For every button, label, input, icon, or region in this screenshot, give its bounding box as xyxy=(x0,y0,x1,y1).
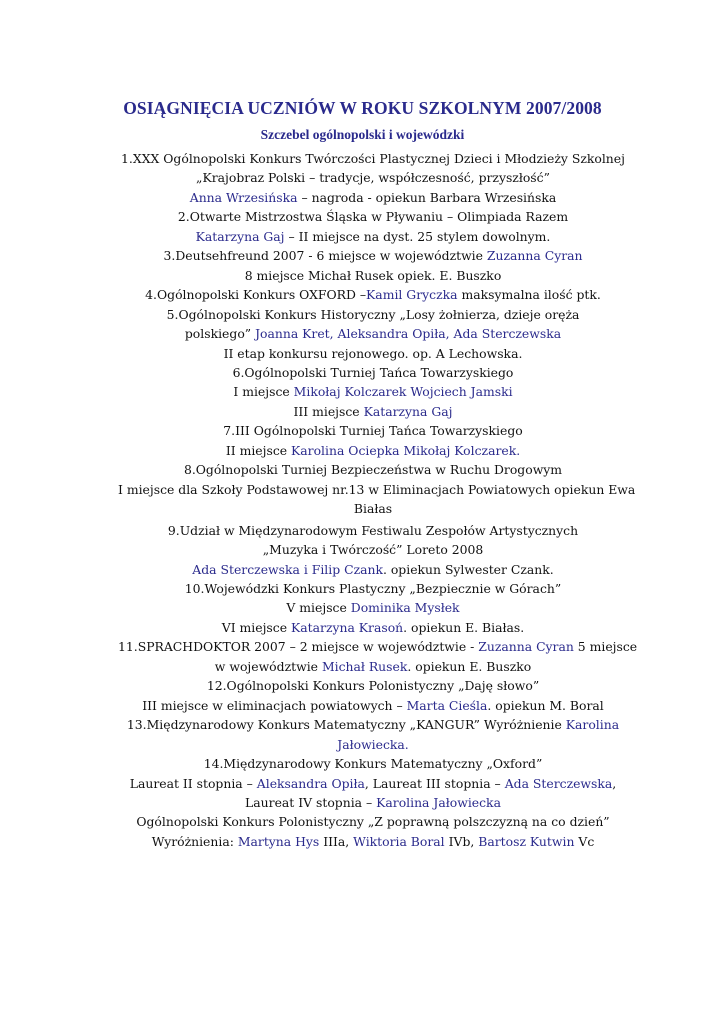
line-text: V miejsce xyxy=(286,600,351,616)
student-name: Zuzanna Cyran xyxy=(486,248,583,264)
text-line xyxy=(118,266,628,285)
line-text: 5.Ogólnopolski Konkurs Historyczny „Losy żołnierza, dzieje oręża xyxy=(166,306,580,322)
student-name: Katarzyna Krasoń xyxy=(291,619,404,635)
line-text: „Krajobraz Polski – tradycje, współczesność, przyszłość” xyxy=(196,170,550,186)
student-name: Michał Rusek xyxy=(321,658,408,674)
student-name: Marta Cieśla xyxy=(406,697,488,713)
line-text: . opiekun E. Buszko xyxy=(407,658,532,674)
line-text: – II miejsce na dyst. 25 stylem dowolnym. xyxy=(284,228,551,244)
student-name: Mikołaj Kolczarek Wojciech Jamski xyxy=(293,384,513,400)
line-text: – nagroda - opiekun Barbara Wrzesińska xyxy=(297,189,557,205)
text-line xyxy=(118,774,628,793)
text-line xyxy=(118,421,628,440)
line-text: Wyróżnienia: xyxy=(151,833,238,849)
line-text: Vc xyxy=(574,833,595,849)
student-name: Martyna Hys xyxy=(237,833,320,849)
line-text: w województwie xyxy=(214,658,322,674)
line-text: . opiekun M. Boral xyxy=(487,697,604,713)
text-line xyxy=(118,715,628,734)
achievements-list xyxy=(118,149,638,851)
text-line xyxy=(118,246,628,265)
student-name: Karolina xyxy=(565,717,620,733)
line-text: 8.Ogólnopolski Turniej Bezpieczeństwa w Ruchu Drogowym xyxy=(183,462,563,478)
line-text: , xyxy=(612,775,617,791)
line-text: 5 miejsce xyxy=(573,639,638,655)
student-name: Karolina Ociepka Mikołaj Kolczarek. xyxy=(291,442,521,458)
text-line xyxy=(118,618,628,637)
line-text: 6.Ogólnopolski Turniej Tańca Towarzyskiego xyxy=(232,364,514,380)
line-text: 8 miejsce Michał Rusek opiek. E. Buszko xyxy=(244,267,502,283)
student-name: Karolina Jałowiecka xyxy=(376,794,501,810)
line-text: . opiekun E. Białas. xyxy=(403,619,525,635)
student-name: Katarzyna Gaj xyxy=(195,228,285,244)
line-text: I miejsce dla Szkoły Podstawowej nr.13 w Eliminacjach Powiatowych opiekun Ewa xyxy=(118,481,636,497)
text-line xyxy=(118,188,628,207)
text-line xyxy=(118,832,628,851)
line-text: 1.XXX Ogólnopolski Konkurs Twórczości Plastycznej Dzieci i Młodzieży Szkolnej xyxy=(121,151,625,166)
text-line xyxy=(118,344,628,363)
line-text: 2.Otwarte Mistrzostwa Śląska w Pływaniu – Olimpiada Razem xyxy=(177,209,569,225)
line-text: 13.Międzynarodowy Konkurs Matematyczny „KANGUR” Wyróżnienie xyxy=(126,717,566,733)
text-line xyxy=(118,696,628,715)
document-title: OSIĄGNIĘCIA UCZNIÓW W ROKU SZKOLNYM 2007/2008 xyxy=(123,98,602,118)
student-name: Aleksandra Opiła xyxy=(256,775,365,791)
text-line xyxy=(118,676,628,695)
student-name: Zuzanna Cyran xyxy=(478,639,574,655)
line-text: 12.Ogólnopolski Konkurs Polonistyczny „Daję słowo” xyxy=(206,678,540,694)
line-text: IIIa, xyxy=(319,833,354,849)
student-name: Dominika Mysłek xyxy=(350,600,460,616)
text-line xyxy=(118,579,628,598)
line-text: III miejsce w eliminacjach powiatowych – xyxy=(142,697,407,713)
line-text: III miejsce xyxy=(293,403,364,419)
student-name: Bartosz Kutwin xyxy=(478,833,575,849)
text-line xyxy=(118,637,638,656)
text-line xyxy=(118,149,628,168)
text-line xyxy=(118,735,628,754)
document-subtitle: Szczebel ogólnopolski i wojewódzki xyxy=(260,127,465,142)
line-text: Laureat II stopnia – xyxy=(129,775,257,791)
text-line xyxy=(118,812,628,831)
text-line xyxy=(118,540,628,559)
text-line xyxy=(118,499,628,518)
text-line xyxy=(118,207,628,226)
text-line xyxy=(118,285,628,304)
text-line xyxy=(118,227,628,246)
student-name: Ada Sterczewska xyxy=(504,775,613,791)
line-text: „Muzyka i Twórczość” Loreto 2008 xyxy=(262,542,484,558)
text-line xyxy=(118,460,628,479)
line-text: 4.Ogólnopolski Konkurs OXFORD – xyxy=(145,287,367,303)
student-name: Katarzyna Gaj xyxy=(363,403,453,419)
student-name: Joanna Kret, Aleksandra Opiła, Ada Sterczewska xyxy=(255,326,562,342)
line-text: 3.Deutsehfreund 2007 - 6 miejsce w województwie xyxy=(163,248,487,264)
line-text: polskiego” xyxy=(184,326,256,342)
line-text: 11.SPRACHDOKTOR 2007 – 2 miejsce w województwie - xyxy=(118,639,479,655)
text-line xyxy=(118,168,628,187)
text-line xyxy=(118,598,628,617)
line-text: maksymalna ilość ptk. xyxy=(457,287,601,303)
text-line xyxy=(118,560,628,579)
text-line xyxy=(118,305,628,324)
text-line xyxy=(118,363,628,382)
text-line xyxy=(118,324,628,343)
line-text: , Laureat III stopnia – xyxy=(364,775,505,791)
line-text: I miejsce xyxy=(233,384,294,400)
line-text: VI miejsce xyxy=(221,619,292,635)
line-text: II miejsce xyxy=(225,442,292,458)
student-name: Jałowiecka. xyxy=(337,736,409,752)
student-name: Wiktoria Boral xyxy=(353,833,445,849)
text-line xyxy=(118,521,628,540)
text-line xyxy=(118,402,628,421)
line-text: Białas xyxy=(353,501,393,517)
text-line xyxy=(118,657,628,676)
line-text: IVb, xyxy=(444,833,479,849)
text-line xyxy=(118,754,628,773)
text-line xyxy=(118,793,628,812)
line-text: Ogólnopolski Konkurs Polonistyczny „Z poprawną polszczyzną na co dzień” xyxy=(136,814,610,830)
text-line xyxy=(118,441,628,460)
line-text: II etap konkursu rejonowego. op. A Lechowska. xyxy=(223,345,523,361)
line-text: 9.Udział w Międzynarodowym Festiwalu Zespołów Artystycznych xyxy=(167,522,579,538)
line-text: 7.III Ogólnopolski Turniej Tańca Towarzyskiego xyxy=(223,423,523,439)
line-text: . opiekun Sylwester Czank. xyxy=(382,561,554,577)
line-text: 14.Międzynarodowy Konkurs Matematyczny „Oxford” xyxy=(203,756,543,772)
student-name: Ada Sterczewska i Filip Czank xyxy=(192,561,383,577)
student-name: Kamil Gryczka xyxy=(366,287,458,303)
student-name: Anna Wrzesińska xyxy=(189,189,298,205)
text-line xyxy=(118,480,636,499)
text-line xyxy=(118,382,628,401)
line-text: 10.Wojewódzki Konkurs Plastyczny „Bezpiecznie w Górach” xyxy=(184,580,562,596)
line-text: Laureat IV stopnia – xyxy=(245,794,377,810)
